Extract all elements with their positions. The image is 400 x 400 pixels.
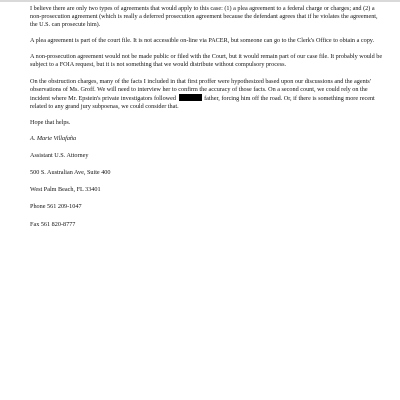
signature-phone: Phone 561 209-1047: [30, 203, 82, 211]
email-body: [30, 5, 385, 238]
paragraph-agreement-types: I believe there are only two types of agreements that would apply to this case: (1) a plea agreement to a federal charge or charges; and (2) a non-prosecution agreement (which is really a deferred prosecution agreement because the defendant agrees that if he violates the agreement, the U.S. can prosecute him).: [30, 5, 378, 29]
paragraph-plea-agreement: A plea agreement is part of the court file. It is not accessible on-line via PACER, but someone can go to the Clerk's Office to obtain a copy.: [30, 37, 375, 45]
signature-name: A. Marie Villafaña: [30, 135, 77, 143]
paragraph-non-prosecution: A non-prosecution agreement would not be made public or filed with the Court, but it would remain part of our case file. It probably would be subject to a FOIA request, but it is not something that we would distribute without compulsory process.: [30, 53, 383, 69]
signature-address-line2: West Palm Beach, FL 33401: [30, 186, 101, 194]
paragraph-obstruction: [30, 78, 385, 111]
signature-title: Assistant U.S. Attorney: [30, 152, 89, 160]
page-top-edge: [0, 0, 400, 2]
signature-address-line1: 500 S. Australian Ave, Suite 400: [30, 169, 111, 177]
obstruction-text-before: On the obstruction charges, many of the facts I included in that first proffer were hypothesized based upon our discussions and the agents' observations of Ms. Groff. We will need to interview her to confirm the accuracy of those facts. On a second count, we could rely on the incident where Mr. Epstein's private investigators followed: [30, 77, 371, 102]
redaction-block: [179, 94, 202, 101]
obstruction-text-after: father, forcing him off the road. Or, if there is something more recent related to any grand jury subpoenas, we could consider that.: [30, 94, 375, 110]
closing-line: Hope that helps.: [30, 118, 71, 126]
signature-fax: Fax 561 820-8777: [30, 220, 76, 228]
